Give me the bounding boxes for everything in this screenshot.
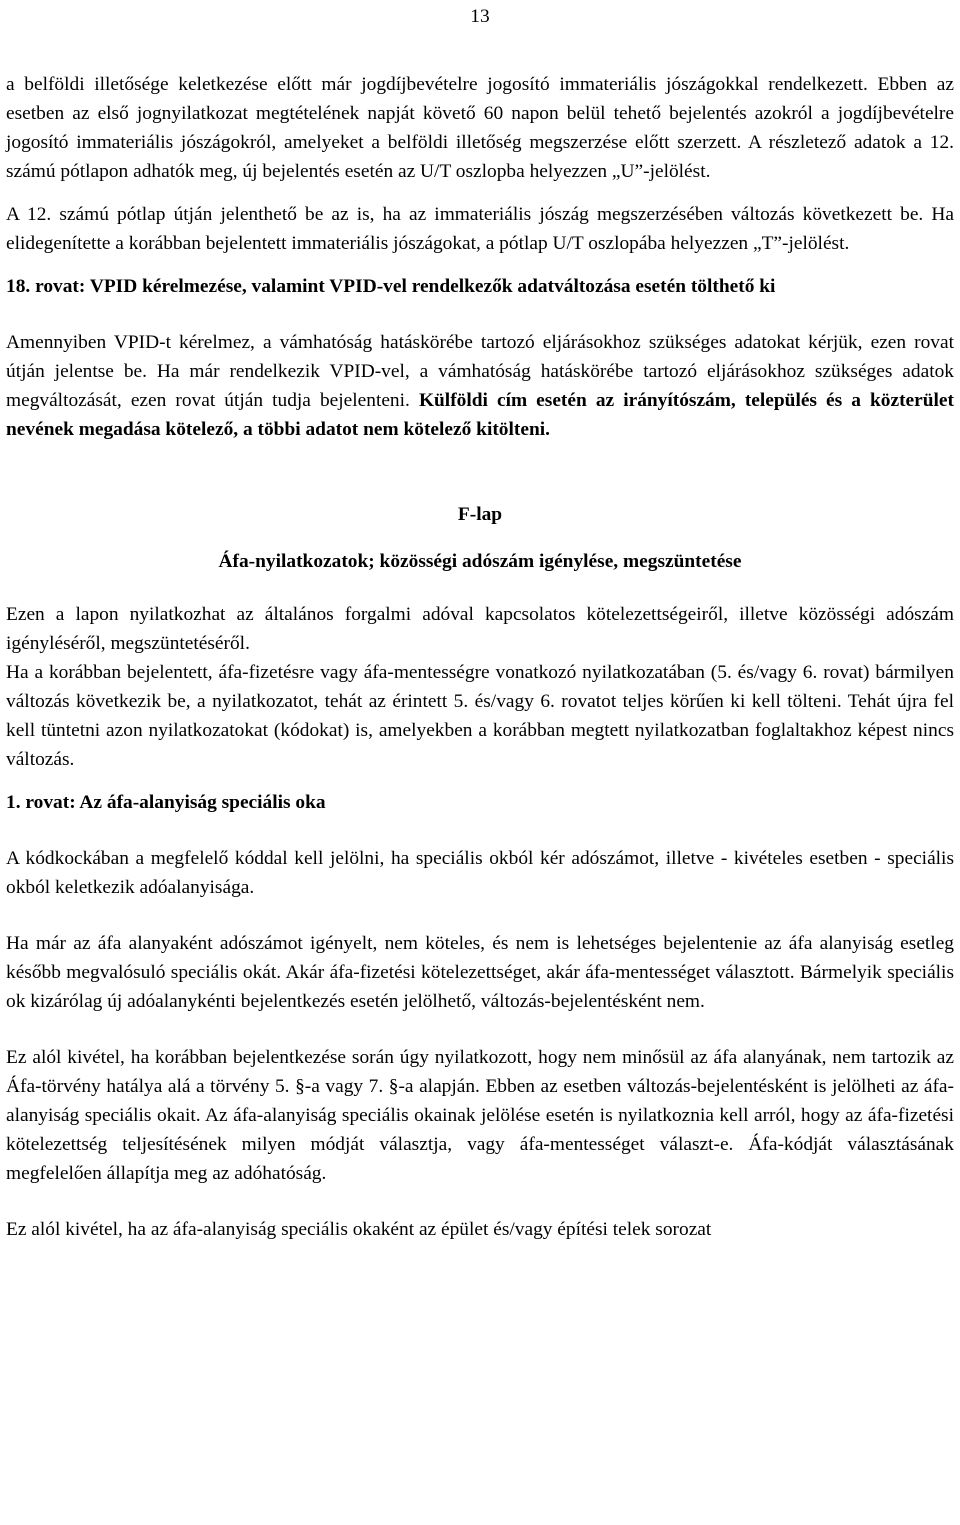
form-sheet-subtitle: Áfa-nyilatkozatok; közösségi adószám igénylése, megszüntetése: [218, 551, 742, 572]
paragraph-sheet-intro: Ezen a lapon nyilatkozhat az általános forgalmi adóval kapcsolatos kötelezettségeiről, illetve közösségi adószám igényléséről, megszüntetéséről.: [6, 604, 954, 654]
document-body: [6, 70, 954, 1244]
form-sheet-title: F-lap: [457, 504, 503, 525]
paragraph-vpid: [6, 328, 954, 444]
paragraph-exception: Ez alól kivétel, ha korábban bejelentkezése során úgy nyilatkozott, hogy nem minősül az áfa alanyának, nem tartozik az Áfa-törvény hatálya alá a törvény 5. §-a vagy 7. §-a alapján. Ebben az esetben változás-bejelentésként is jelölheti az áfa-alanyiság speciális okait. Az áfa-alanyiság speciális okainak jelölése esetén is nyilatkoznia kell arról, hogy az áfa-fizetési kötelezettség teljesítésének milyen módját választja, vagy áfa-mentességet választ-e. Áfa-kódját választásának megfelelően állapítja meg az adóhatóság.: [6, 1047, 954, 1184]
section-heading-row-1: 1. rovat: Az áfa-alanyiság speciális oka: [6, 792, 326, 813]
paragraph-supplement-12: A 12. számú pótlap útján jelenthető be az is, ha az immateriális jószág megszerzésében változás következett be. Ha elidegenítette a korábban bejelentett immateriális jószágokat, a pótlap U/T oszlopába helyezzen „T”-jelölést.: [6, 204, 954, 254]
paragraph-code-box: A kódkockában a megfelelő kóddal kell jelölni, ha speciális okból kér adószámot, illetve - kivételes esetben - speciális okból keletkezik adóalanyisága.: [6, 848, 954, 898]
paragraph-vpid-text: Amennyiben VPID-t kérelmez, a vámhatóság hatáskörébe tartozó eljárásokhoz szükséges adatokat kérjük, ezen rovat útján jelentse be. Ha már rendelkezik VPID-vel, a vámhatóság hatáskörébe tartozó eljárásokhoz szükséges adatok megváltozását, ezen rovat útján tudja bejelenteni.: [6, 332, 954, 411]
paragraph-exception-building: Ez alól kivétel, ha az áfa-alanyiság speciális okaként az épület és/vagy építési telek sorozat: [6, 1219, 712, 1240]
paragraph-vpid-bold-note: Külföldi cím esetén az irányítószám, település és a közterület nevének megadása kötelező, a többi adatot nem kötelező kitölteni.: [6, 390, 954, 440]
paragraph-intangible-assets: a belföldi illetősége keletkezése előtt már jogdíjbevételre jogosító immateriális jószágokkal rendelkezett. Ebben az esetben az első jognyilatkozat megtételének napját követő 60 napon belül tehető bejelentés azokról a jogdíjbevételre jogosító immateriális jószágokról, amelyeket a belföldi illetőség megszerzése előtt szerzett. A részletező adatok a 12. számú pótlapon adhatók meg, új bejelentés esetén az U/T oszlopba helyezzen „U”-jelölést.: [6, 74, 954, 182]
section-heading-row-18: 18. rovat: VPID kérelmezése, valamint VPID-vel rendelkezők adatváltozása esetén tölthető ki: [6, 276, 776, 297]
paragraph-changes: Ha a korábban bejelentett, áfa-fizetésre vagy áfa-mentességre vonatkozó nyilatkozatában (5. és/vagy 6. rovat) bármilyen változás következik be, a nyilatkozatot, tehát az érintett 5. és/vagy 6. rovatot teljes körűen ki kell tölteni. Tehát újra fel kell tüntetni azon nyilatkozatokat (kódokat) is, amelyekben a korábban megtett nyilatkozatban foglaltakhoz képest nincs változás.: [6, 662, 954, 770]
paragraph-special-reason: Ha már az áfa alanyaként adószámot igényelt, nem köteles, és nem is lehetséges bejelentenie az áfa alanyiság esetleg később megvalósuló speciális okát. Akár áfa-fizetési kötelezettséget, akár áfa-mentességet választott. Bármelyik speciális ok kizárólag új adóalanykénti bejelentkezés esetén jelölhető, változás-bejelentésként nem.: [6, 933, 954, 1012]
page-number: 13: [470, 6, 490, 27]
